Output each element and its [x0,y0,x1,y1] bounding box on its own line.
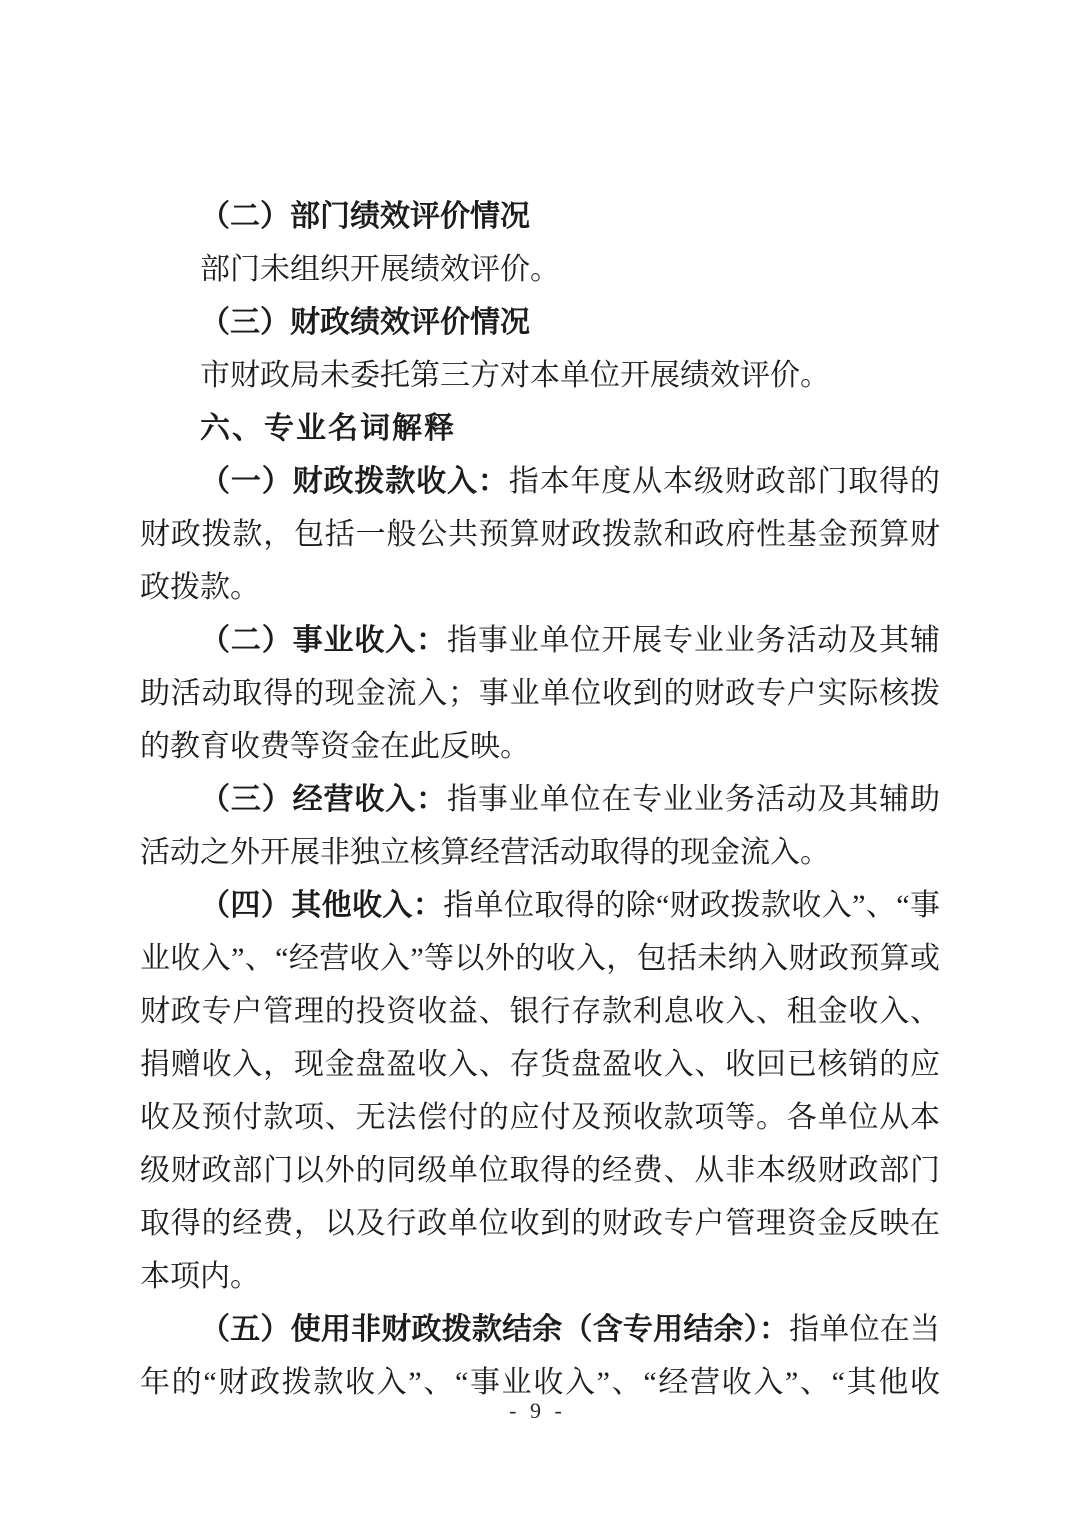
heading-finance-performance-eval-label: （三）财政绩效评价情况 [200,306,530,339]
heading-finance-performance-eval [140,296,940,349]
term-operational-income: （二）事业收入：指事业单位开展专业业务活动及其辅助活动取得的现金流入；事业单位收到的财政专户实际核拨的教育收费等资金在此反映。 [140,624,941,763]
page-number: - 9 - [509,1398,566,1423]
term-operational-income-label: （二）事业收入： [200,624,447,657]
document-body [140,190,940,1409]
term-non-fiscal-balance-label: （五）使用非财政拨款结余（含专用结余）： [200,1313,790,1346]
term-fiscal-appropriation-income-label: （一）财政拨款收入： [200,465,509,498]
para-dept-performance-eval: 部门未组织开展绩效评价。 [200,253,560,286]
page-footer [0,1398,1075,1424]
term-non-fiscal-balance: （五）使用非财政拨款结余（含专用结余）：指单位在当年的“财政拨款收入”、“事业收入”、“经营收入”、“其他收 [140,1313,941,1399]
heading-dept-performance-eval-label: （二）部门绩效评价情况 [200,200,530,233]
heading-glossary [140,402,940,455]
term-other-income-label: （四）其他收入： [200,889,444,922]
para-finance-performance-eval: 市财政局未委托第三方对本单位开展绩效评价。 [200,359,830,392]
term-business-income-label: （三）经营收入： [200,783,447,816]
heading-glossary-label: 六、专业名词解释 [200,412,456,445]
term-fiscal-appropriation-income: （一）财政拨款收入：指本年度从本级财政部门取得的财政拨款，包括一般公共预算财政拨款和政府性基金预算财政拨款。 [140,465,941,604]
term-business-income: （三）经营收入：指事业单位在专业业务活动及其辅助活动之外开展非独立核算经营活动取得的现金流入。 [140,783,941,869]
heading-dept-performance-eval [140,190,940,243]
term-other-income: （四）其他收入：指单位取得的除“财政拨款收入”、“事业收入”、“经营收入”等以外的收入，包括未纳入财政预算或财政专户管理的投资收益、银行存款利息收入、租金收入、捐赠收入，现金盘盈收入、存货盘盈收入、收回已核销的应收及预付款项、无法偿付的应付及预收款项等。各单位从本级财政部门以外的同级单位取得的经费、从非本级财政部门取得的经费，以及行政单位收到的财政专户管理资金反映在本项内。 [140,889,940,1293]
